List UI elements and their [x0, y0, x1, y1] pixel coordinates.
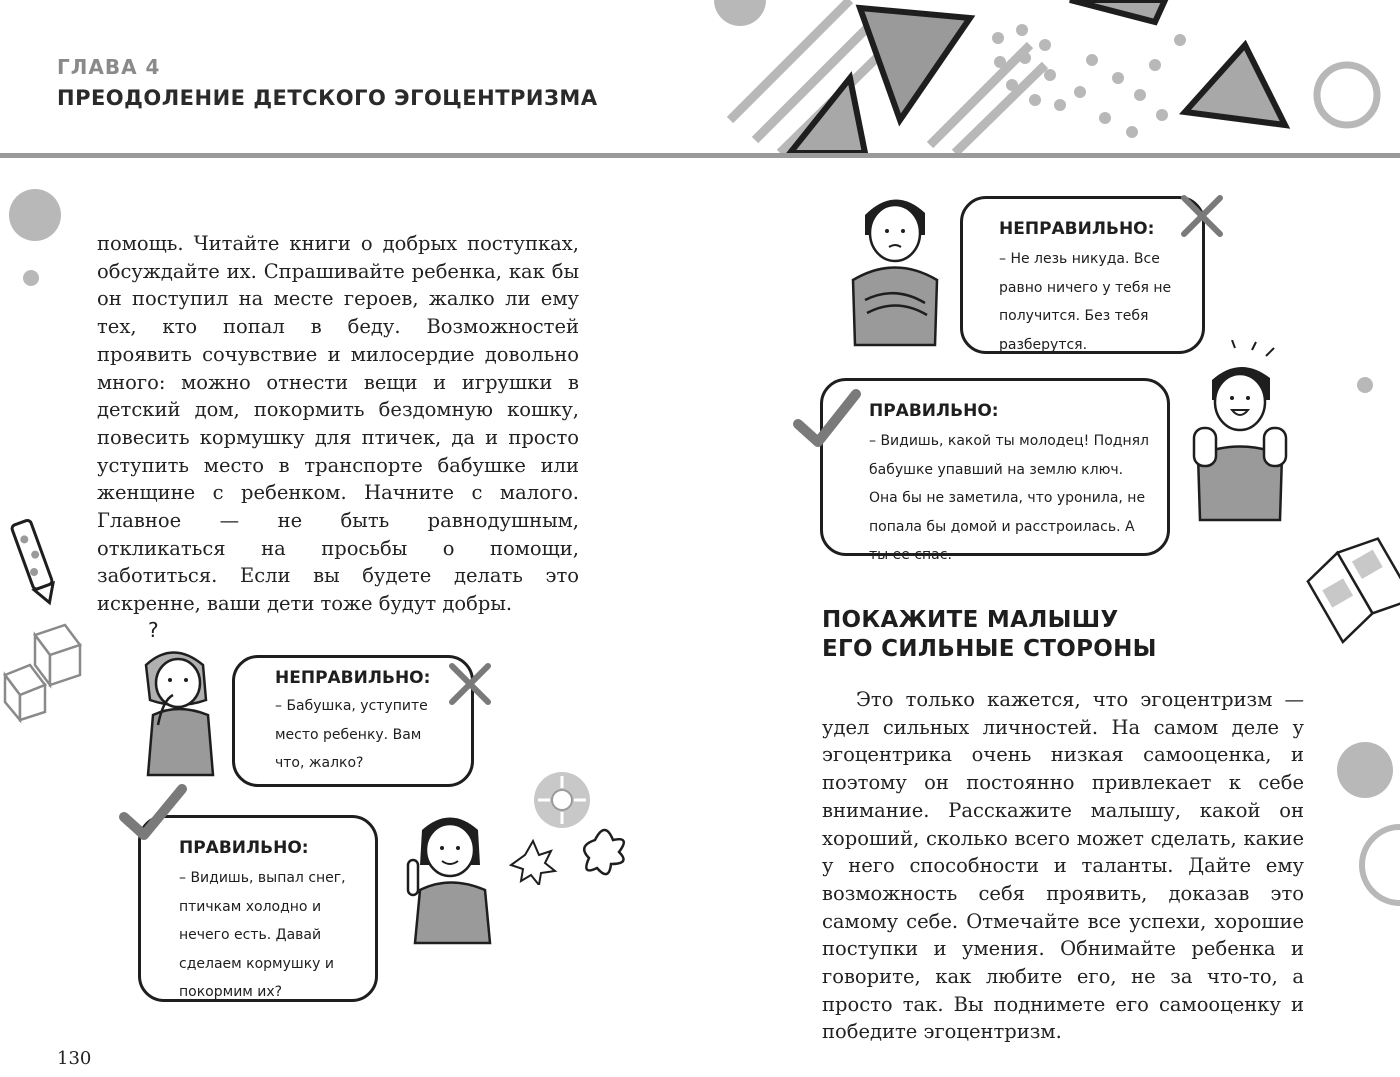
circle-icon [714, 0, 766, 26]
boy-happy-illustration [1190, 340, 1290, 525]
triangle-icon [1185, 45, 1285, 125]
circle-icon [23, 270, 39, 286]
checkmark-icon [118, 783, 188, 845]
circle-icon [1355, 370, 1375, 400]
girl-illustration [400, 805, 495, 945]
svg-text:?: ? [148, 618, 159, 642]
bubble-heading: ПРАВИЛЬНО: [869, 401, 999, 421]
circle-icon [1362, 827, 1400, 903]
bubble-heading: ПРАВИЛЬНО: [179, 838, 309, 858]
right-paragraph [822, 686, 1304, 1046]
header-decoration [700, 0, 1400, 153]
left-paragraph [97, 230, 579, 618]
speech-bubble-wrong-right [960, 196, 1205, 354]
circle-icon [1337, 742, 1393, 798]
cross-icon [1178, 192, 1226, 240]
circle-icon [1317, 65, 1377, 125]
dot-pattern [992, 24, 1186, 138]
pencil-icon [10, 515, 60, 610]
bubble-text: – Бабушка, уступите место ребенку. Вам что, жалко? [275, 698, 428, 771]
checkmark-icon [792, 388, 862, 452]
speech-bubble-wrong-left [232, 655, 474, 787]
cross-icon [446, 660, 494, 708]
bubble-heading: НЕПРАВИЛЬНО: [275, 668, 431, 688]
circle-icon [9, 189, 61, 241]
open-book-icon [1305, 518, 1400, 648]
bubble-text: – Видишь, выпал снег, птичкам холодно и нечего есть. Давай сделаем кормушку и покормим их? [179, 870, 346, 1000]
left-circles [0, 180, 70, 300]
chapter-label: ГЛАВА 4 [57, 55, 161, 79]
right-paragraph-text: Это только кажется, что эгоцентризм — удел сильных личностей. На самом деле у эгоцентрика очень низкая самооценка, и поэтому он постоянно привлекает к себе внимание. Расскажите малышу, какой он хороший, сколько всего может сделать, какие у него способности и таланты. Дайте ему возможность себя проявить, доказав это самому себе. Отмечайте все успехи, хорошие поступки и умения. Обнимайте ребенка и говорите, как любите его, не за что-то, а просто так. Вы поднимете его самооценку и победите эгоцентризм. [822, 688, 1304, 1044]
triangle-icon [1070, 0, 1165, 22]
chapter-title: ПРЕОДОЛЕНИЕ ДЕТСКОГО ЭГОЦЕНТРИЗМА [57, 86, 598, 110]
flower-icon [505, 770, 635, 885]
bubble-text: – Не лезь никуда. Все равно ничего у тебя не получится. Без тебя разберутся. [999, 251, 1172, 353]
boy-crossed-arms-illustration [845, 185, 945, 350]
right-circles [1330, 735, 1400, 915]
bubble-heading: НЕПРАВИЛЬНО: [999, 219, 1155, 239]
section-title [822, 606, 1157, 664]
section-title-line2: ЕГО СИЛЬНЫЕ СТОРОНЫ [822, 636, 1157, 662]
header-rule [0, 153, 1400, 158]
woman-illustration [128, 615, 223, 780]
page-number: 130 [57, 1048, 92, 1069]
left-paragraph-text: помощь. Читайте книги о добрых поступках, обсуждайте их. Спрашивайте ребенка, как бы он поступил на месте героев, жалко ли ему тех, кто попал в беду. Возможностей проявить сочувствие и милосердие довольно много: можно отнести вещи и игрушки в детский дом, покормить бездомную кошку, повесить кормушку для птичек, да и просто уступить место в транспорте бабушке или женщине с ребенком. Начните с малого. Главное — не быть равнодушным, откликаться на просьбы о помощи, заботиться. Если вы будете делать это искренне, ваши дети тоже будут добры. [97, 232, 579, 616]
section-title-line1: ПОКАЖИТЕ МАЛЫШУ [822, 607, 1119, 633]
speech-bubble-right-right [820, 378, 1170, 563]
bubble-text: – Видишь, какой ты молодец! Поднял бабушке упавший на землю ключ. Она бы не заметила, что уронила, не попала бы домой и расстроилась. А ты ее спас. [869, 433, 1149, 563]
cube-icon [0, 620, 90, 730]
